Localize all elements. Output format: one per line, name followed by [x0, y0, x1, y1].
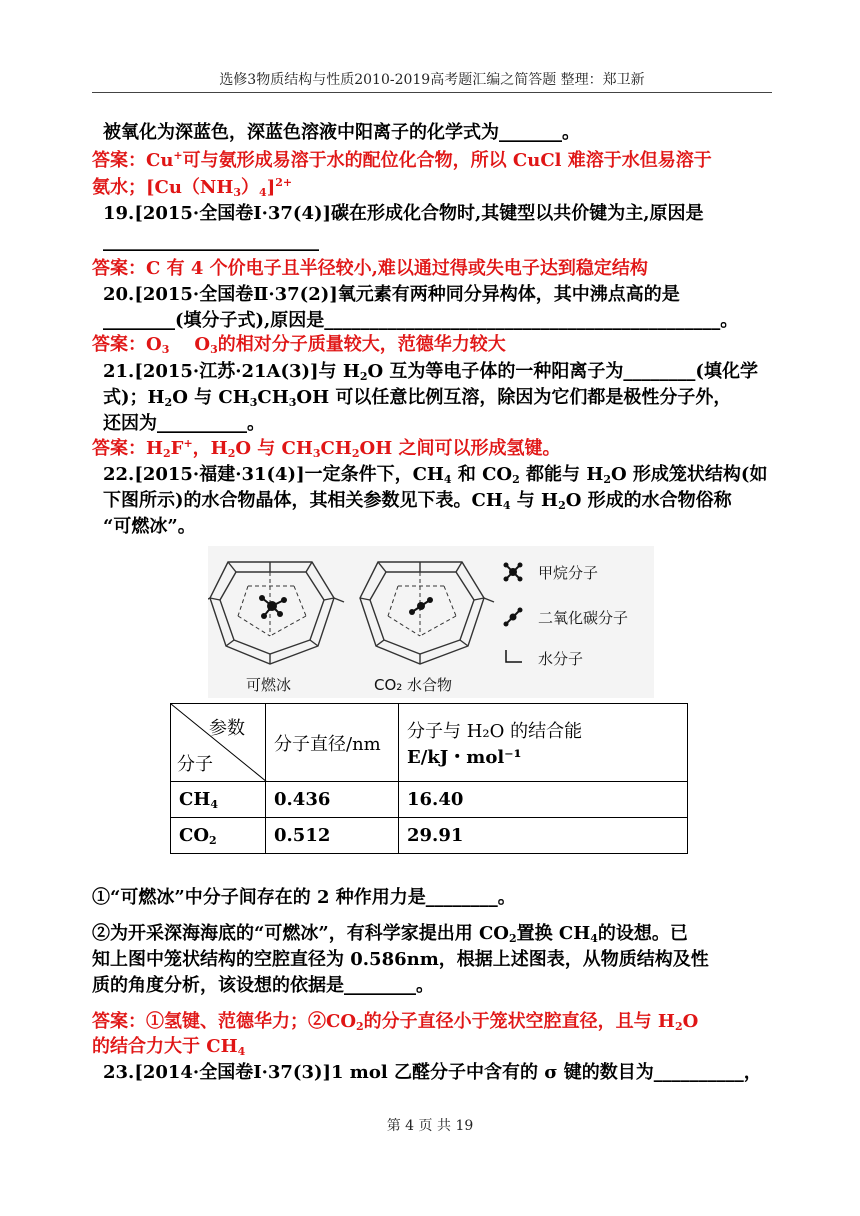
- answer-22-line1: 答案：①氢键、范德华力；$②CO_2$的分子直径小于笼状空腔直径，且与 $H_2O$: [92, 1011, 699, 1033]
- header-divider: [92, 92, 772, 93]
- question-21-line3: 还因为__________。: [103, 413, 265, 434]
- cage2-label: CO₂ 水合物: [374, 676, 453, 694]
- answer-20: 答案：$O_3$ $O_3$的相对分子质量较大，范德华力较大: [92, 334, 506, 356]
- table-row: [171, 818, 688, 854]
- corner-bottom-label: 分子: [177, 754, 213, 775]
- legend-methane: 甲烷分子: [538, 564, 599, 582]
- col-header-energy-line1: 分子与 H₂O 的结合能: [407, 720, 583, 742]
- table-corner-cell: [171, 704, 266, 782]
- question-22-line2: 下图所示)的水合物晶体，其相关参数见下表。$CH_4$ 与 $H_2O$ 形成的水合物俗称: [103, 490, 732, 512]
- question-22-part2-line1: ②为开采深海海底的“可燃冰”，有科学家提出用 $CO_2$置换 $CH_4$的设想。已: [92, 923, 688, 945]
- col-header-energy-line2: E/kJ・mol⁻¹: [407, 746, 522, 768]
- question-21-line1: 21.[2015·江苏·21A(3)]与 $H_2O$ 互为等电子体的一种阳离子为________(填化学: [103, 361, 758, 383]
- question-20-line2: ________(填分子式),原因是____________________________________________。: [103, 310, 739, 331]
- question-22-part1: ①“可燃冰”中分子间存在的 2 种作用力是________。: [92, 887, 516, 908]
- question-22-line1: 22.[2015·福建·31(4)]一定条件下，$CH_4$ 和 $CO_2$ 都能与 $H_2O$ 形成笼状结构(如: [103, 464, 768, 486]
- table-row: [171, 782, 688, 818]
- answer-19: 答案：C 有 4 个价电子且半径较小,难以通过得或失电子达到稳定结构: [92, 258, 648, 279]
- question-22-part2-line2: 知上图中笼状结构的空腔直径为 0.586nm，根据上述图表，从物质结构及性: [92, 949, 709, 970]
- intro-line: 被氧化为深蓝色，深蓝色溶液中阳离子的化学式为_______。: [103, 122, 580, 143]
- cage1-label: 可燃冰: [246, 676, 292, 694]
- row-co2-diameter: 0.512: [266, 818, 399, 854]
- clathrate-figure: [208, 546, 654, 698]
- col-header-diameter: 分子直径/nm: [266, 704, 399, 782]
- row-ch4-name: $CH_4$: [171, 782, 266, 818]
- parameter-table: [170, 703, 688, 854]
- clathrate-diagram: [208, 546, 654, 698]
- page-footer: 第 4 页 共 19: [386, 1118, 474, 1134]
- question-19-line2: ________________________: [103, 231, 319, 252]
- row-co2-name: $CO_2$: [171, 818, 266, 854]
- col-header-energy: [399, 704, 688, 782]
- answer-18-line2: 氨水；$[Cu(NH_3)_4]^{2+}$: [92, 176, 293, 199]
- row-ch4-diameter: 0.436: [266, 782, 399, 818]
- answer-22-line2: 的结合力大于 $CH_4$: [92, 1036, 246, 1058]
- answer-21: 答案：$H_2F^+$，$H_2O$ 与 $CH_3CH_2OH$ 之间可以形成氢键。: [92, 437, 561, 460]
- question-22-part2-line3: 质的角度分析，该设想的依据是________。: [92, 975, 434, 996]
- answer-18-line1: 答案：Cu+可与氨形成易溶于水的配位化合物，所以 CuCl 难溶于水但易溶于: [92, 149, 712, 171]
- question-20-line1: 20.[2015·全国卷Ⅱ·37(2)]氧元素有两种同分异构体，其中沸点高的是: [103, 284, 680, 305]
- row-ch4-energy: 16.40: [399, 782, 688, 818]
- question-19-line1: 19.[2015·全国卷Ⅰ·37(4)]碳在形成化合物时,其键型以共价键为主,原因是: [103, 203, 704, 224]
- question-22-line3: “可燃冰”。: [103, 516, 196, 537]
- question-21-line2: 式)；$H_2O$ 与 $CH_3CH_3OH$ 可以任意比例互溶，除因为它们都是极性分子外，: [103, 387, 732, 409]
- corner-top-label: 参数: [209, 718, 245, 739]
- question-23: 23.[2014·全国卷Ⅰ·37(3)]1 mol 乙醛分子中含有的 σ 键的数目为__________，: [103, 1062, 762, 1083]
- page-header: 选修3物质结构与性质2010-2019高考题汇编之简答题 整理：郑卫新: [219, 72, 645, 88]
- legend-co2: 二氧化碳分子: [538, 609, 629, 627]
- legend-water: 水分子: [538, 650, 584, 668]
- row-co2-energy: 29.91: [399, 818, 688, 854]
